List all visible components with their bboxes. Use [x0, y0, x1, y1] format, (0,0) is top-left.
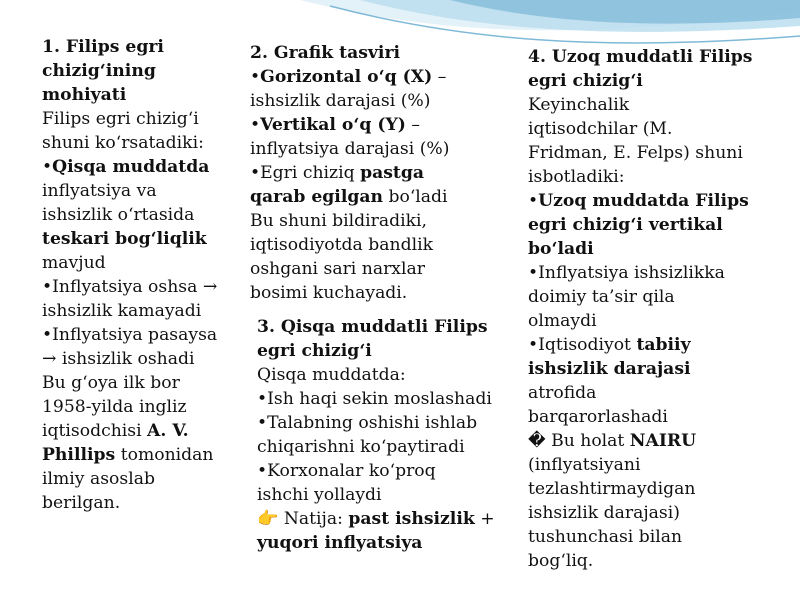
text-segment: Keyinchalik — [528, 95, 630, 115]
text-line — [250, 89, 449, 113]
bold-text: NAIRU — [629, 431, 697, 451]
text-segment: •Inflyatsiya ishsizlikka — [528, 263, 725, 283]
section-heading-line — [42, 59, 217, 83]
heading-text: 1. Filips egri — [42, 37, 164, 57]
text-line — [257, 387, 495, 411]
text-segment: •Ish haqi sekin moslashadi — [257, 389, 492, 409]
text-segment: (inflyatsiyani — [528, 455, 641, 475]
text-segment: ishsizlik darajasi (%) — [250, 91, 431, 111]
text-line — [528, 477, 752, 501]
bold-text: egri chizig‘i vertikal — [528, 215, 723, 235]
bold-text: A. V. — [147, 421, 189, 441]
text-line — [250, 137, 449, 161]
text-segment: • — [250, 67, 261, 87]
text-segment: barqarorlashadi — [528, 407, 668, 427]
text-segment: – — [432, 67, 447, 87]
text-segment: iqtisodchilar (M. — [528, 119, 673, 139]
text-segment: ilmiy asoslab — [42, 469, 155, 489]
text-segment: •Inflyatsiya pasaysa — [42, 325, 218, 345]
text-segment: •Inflyatsiya oshsa → — [42, 277, 218, 297]
text-line — [42, 419, 217, 443]
heading-text: egri chizig‘i — [528, 71, 643, 91]
text-line — [257, 435, 495, 459]
text-segment: •Egri chiziq — [250, 163, 361, 183]
text-line — [42, 131, 217, 155]
text-segment: inflyatsiya va — [42, 181, 157, 201]
text-line — [250, 281, 449, 305]
heading-text: egri chizig‘i — [257, 341, 372, 361]
text-line — [528, 357, 752, 381]
bold-text: Vertikal o‘q (Y) — [260, 115, 406, 135]
text-line — [42, 323, 217, 347]
text-segment: iqtisodchisi — [42, 421, 148, 441]
heading-text: chizig‘ining — [42, 61, 156, 81]
text-segment: � Bu holat — [528, 431, 630, 451]
text-segment: olmaydi — [528, 311, 597, 331]
bold-text: Uzoq muddatda Filips — [538, 191, 749, 211]
bold-text: qarab egilgan — [250, 187, 384, 207]
text-line — [528, 93, 752, 117]
text-line — [528, 309, 752, 333]
text-segment: •Iqtisodiyot — [528, 335, 637, 355]
text-line — [250, 161, 449, 185]
bold-text: Gorizontal o‘q (X) — [260, 67, 433, 87]
text-segment: bo‘ladi — [383, 187, 448, 207]
text-line — [257, 507, 495, 531]
section-heading-line — [257, 315, 495, 339]
text-segment: ishsizlik kamayadi — [42, 301, 202, 321]
section-heading-line — [257, 339, 495, 363]
heading-text: 4. Uzoq muddatli Filips — [528, 47, 753, 67]
bold-text: Qisqa muddatda — [52, 157, 210, 177]
heading-text: 3. Qisqa muddatli Filips — [257, 317, 488, 337]
text-line — [528, 429, 752, 453]
text-segment: berilgan. — [42, 493, 121, 513]
text-line — [528, 141, 752, 165]
text-line — [528, 189, 752, 213]
text-segment: chiqarishni ko‘paytiradi — [257, 437, 465, 457]
text-segment: – — [405, 115, 420, 135]
text-segment: ishsizlik darajasi) — [528, 503, 680, 523]
text-line — [257, 459, 495, 483]
text-line — [42, 107, 217, 131]
text-segment: tezlashtirmaydigan — [528, 479, 696, 499]
text-line — [250, 65, 449, 89]
section-heading-line — [528, 69, 752, 93]
section-heading-line — [250, 41, 449, 65]
text-line — [528, 117, 752, 141]
text-segment: → ishsizlik oshadi — [42, 349, 195, 369]
text-line — [528, 213, 752, 237]
text-line — [528, 501, 752, 525]
section-heading-line — [42, 83, 217, 107]
bold-text: tabiiy — [636, 335, 691, 355]
bold-text: bo‘ladi — [528, 239, 594, 259]
text-segment: mavjud — [42, 253, 106, 273]
text-line — [42, 491, 217, 515]
text-line — [42, 227, 217, 251]
text-line — [42, 275, 217, 299]
text-line — [528, 285, 752, 309]
text-line — [528, 405, 752, 429]
text-segment: ishsizlik o‘rtasida — [42, 205, 195, 225]
text-line — [257, 483, 495, 507]
section-heading-line — [42, 35, 217, 59]
text-line — [250, 185, 449, 209]
text-segment: doimiy ta’sir qila — [528, 287, 675, 307]
text-line — [250, 113, 449, 137]
text-segment: + — [474, 509, 495, 529]
bold-text: ishsizlik darajasi — [528, 359, 691, 379]
bold-text: teskari bog‘liqlik — [42, 229, 207, 249]
text-line — [250, 233, 449, 257]
text-segment: • — [250, 115, 261, 135]
bold-text: Phillips — [42, 445, 116, 465]
text-line — [528, 333, 752, 357]
text-segment: tomonidan — [115, 445, 214, 465]
text-segment: • — [528, 191, 539, 211]
bold-text: past ishsizlik — [348, 509, 475, 529]
text-segment: oshgani sari narxlar — [250, 259, 425, 279]
text-line — [42, 371, 217, 395]
text-segment: tushunchasi bilan — [528, 527, 683, 547]
text-segment: Bu g‘oya ilk bor — [42, 373, 180, 393]
text-line — [528, 237, 752, 261]
text-line — [42, 443, 217, 467]
text-line — [528, 525, 752, 549]
text-line — [528, 381, 752, 405]
section-uzoq-muddatli — [528, 45, 752, 573]
text-segment: atrofida — [528, 383, 597, 403]
section-mohiyati — [42, 35, 217, 515]
text-segment: Qisqa muddatda: — [257, 365, 406, 385]
text-line — [42, 299, 217, 323]
text-segment: ishchi yollaydi — [257, 485, 382, 505]
text-segment: •Korxonalar ko‘proq — [257, 461, 436, 481]
text-segment: iqtisodiyotda bandlik — [250, 235, 433, 255]
text-line — [42, 179, 217, 203]
text-segment: Bu shuni bildiradiki, — [250, 211, 427, 231]
text-line — [528, 165, 752, 189]
text-line — [42, 395, 217, 419]
text-line — [528, 453, 752, 477]
heading-text: mohiyati — [42, 85, 127, 105]
text-segment: 👉 Natija: — [257, 509, 349, 529]
text-segment: bog‘liq. — [528, 551, 594, 571]
section-grafik-tasviri — [250, 41, 449, 305]
text-line — [42, 347, 217, 371]
bold-text: pastga — [360, 163, 425, 183]
text-segment: bosimi kuchayadi. — [250, 283, 408, 303]
text-line — [42, 467, 217, 491]
text-segment: • — [42, 157, 53, 177]
text-line — [528, 549, 752, 573]
text-segment: •Talabning oshishi ishlab — [257, 413, 478, 433]
text-segment: isbotladiki: — [528, 167, 625, 187]
section-heading-line — [528, 45, 752, 69]
text-line — [250, 257, 449, 281]
text-segment: Filips egri chizig‘i — [42, 109, 199, 129]
text-segment: shuni ko‘rsatadiki: — [42, 133, 204, 153]
text-line — [42, 155, 217, 179]
text-line — [257, 363, 495, 387]
text-line — [528, 261, 752, 285]
section-qisqa-muddatli — [257, 315, 495, 555]
text-line — [42, 203, 217, 227]
text-segment: Fridman, E. Felps) shuni — [528, 143, 743, 163]
text-line — [257, 411, 495, 435]
text-line — [42, 251, 217, 275]
text-line — [250, 209, 449, 233]
heading-text: 2. Grafik tasviri — [250, 43, 401, 63]
text-segment: inflyatsiya darajasi (%) — [250, 139, 450, 159]
text-segment: 1958-yilda ingliz — [42, 397, 187, 417]
text-line — [257, 531, 495, 555]
bold-text: yuqori inflyatsiya — [257, 533, 423, 553]
